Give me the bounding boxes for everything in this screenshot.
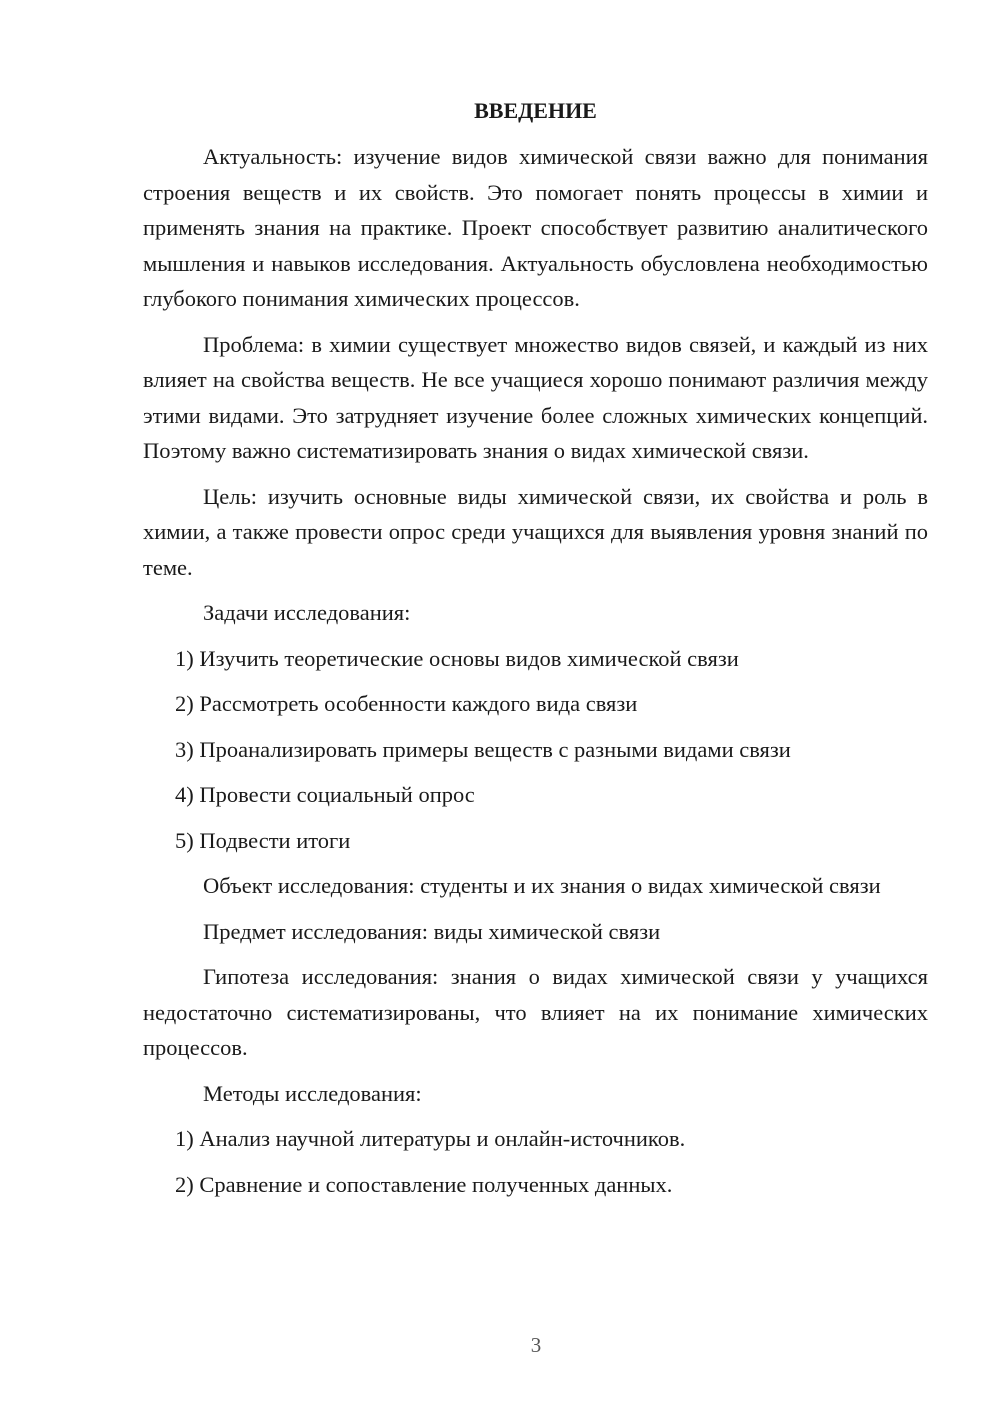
object-paragraph: Объект исследования: студенты и их знания о видах химической связи xyxy=(203,873,881,898)
relevance-paragraph: Актуальность: изучение видов химической связи важно для понимания строения веществ и их свойств. Это помогает понять процессы в химии и применять знания на практике. Проект способствует развитию аналитического мышления и навыков исследования. Актуальность обусловлена необходимостью глубокого понимания химических процессов. xyxy=(143,144,928,311)
goal-paragraph: Цель: изучить основные виды химической связи, их свойства и роль в химии, а также провести опрос среди учащихся для выявления уровня знаний по теме. xyxy=(143,483,928,580)
problem-paragraph: Проблема: в химии существует множество видов связей, и каждый из них влияет на свойства веществ. Не все учащиеся хорошо понимают различия между этими видами. Это затрудняет изучение более сложных химических концепций. Поэтому важно систематизировать знания о видах химической связи. xyxy=(143,331,928,463)
hypothesis-paragraph: Гипотеза исследования: знания о видах химической связи у учащихся недостаточно систематизированы, что влияет на их понимание химических процессов. xyxy=(143,964,928,1060)
task-item-3: 3) Проанализировать примеры веществ с разными видами связи xyxy=(175,736,791,762)
methods-list xyxy=(143,1121,928,1202)
page-number: 3 xyxy=(530,1333,542,1357)
task-item-5: 5) Подвести итоги xyxy=(175,827,351,853)
method-item-2: 2) Сравнение и сопоставление полученных данных. xyxy=(175,1171,673,1197)
tasks-list xyxy=(143,641,928,859)
method-item-1: 1) Анализ научной литературы и онлайн-источников. xyxy=(175,1126,686,1151)
task-item-4: 4) Провести социальный опрос xyxy=(175,782,475,807)
page-content xyxy=(143,94,928,1212)
task-item-2: 2) Рассмотреть особенности каждого вида связи xyxy=(175,691,638,716)
methods-heading: Методы исследования: xyxy=(203,1080,422,1106)
section-title: ВВЕДЕНИЕ xyxy=(474,98,597,123)
tasks-heading: Задачи исследования: xyxy=(203,600,411,625)
task-item-1: 1) Изучить теоретические основы видов химической связи xyxy=(175,645,739,671)
subject-paragraph: Предмет исследования: виды химической связи xyxy=(203,918,661,944)
